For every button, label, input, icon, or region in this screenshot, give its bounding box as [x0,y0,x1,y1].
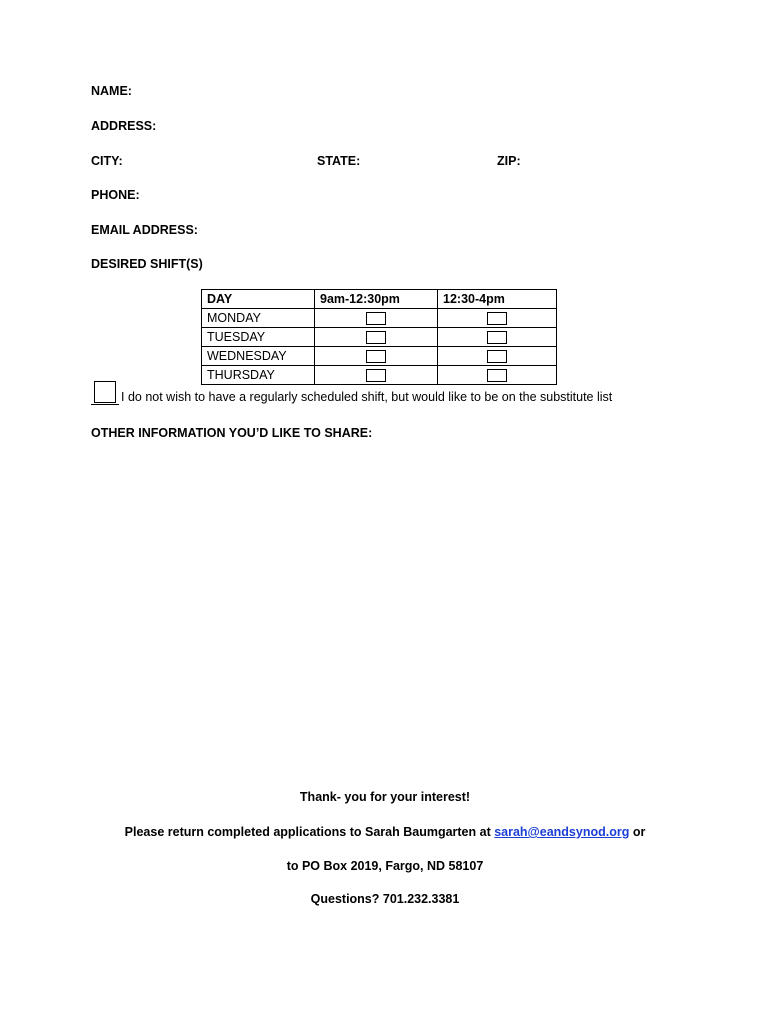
substitute-text: I do not wish to have a regularly scheduled shift, but would like to be on the substitute list [121,390,613,404]
desired-shifts-label: DESIRED SHIFT(S) [91,257,203,271]
thanks-text: Thank- you for your interest! [299,790,471,804]
zip-label: ZIP: [497,154,521,168]
return-prefix: Please return completed applications to Sarah Baumgarten at [124,825,495,839]
state-label: STATE: [317,154,361,168]
day-header: DAY [202,290,315,309]
afternoon-shift-header: 12:30-4pm [438,290,557,309]
day-wednesday: WEDNESDAY [202,347,315,366]
return-suffix: or [629,825,646,839]
table-row [202,328,557,347]
return-instructions [0,825,770,839]
wednesday-afternoon-checkbox[interactable] [487,350,507,363]
thursday-afternoon-checkbox[interactable] [487,369,507,382]
tuesday-morning-checkbox[interactable] [366,331,386,344]
table-row [202,366,557,385]
monday-morning-checkbox[interactable] [366,312,386,325]
substitute-underline [91,404,119,405]
monday-afternoon-checkbox[interactable] [487,312,507,325]
email-label: EMAIL ADDRESS: [91,223,198,237]
po-box-text: to PO Box 2019, Fargo, ND 58107 [286,859,484,873]
table-row [202,309,557,328]
table-row [202,347,557,366]
other-info-label: OTHER INFORMATION YOU’D LIKE TO SHARE: [91,426,373,440]
substitute-checkbox[interactable] [94,381,116,403]
phone-label: PHONE: [91,188,140,202]
wednesday-morning-checkbox[interactable] [366,350,386,363]
address-label: ADDRESS: [91,119,157,133]
day-tuesday: TUESDAY [202,328,315,347]
tuesday-afternoon-checkbox[interactable] [487,331,507,344]
shift-table-header [202,290,557,309]
name-label: NAME: [91,84,132,98]
shift-table [201,289,557,385]
city-label: CITY: [91,154,123,168]
thursday-morning-checkbox[interactable] [366,369,386,382]
day-thursday: THURSDAY [202,366,315,385]
day-monday: MONDAY [202,309,315,328]
morning-shift-header: 9am-12:30pm [315,290,438,309]
email-link[interactable]: sarah@eandsynod.org [494,825,630,839]
questions-text: Questions? 701.232.3381 [310,892,460,906]
